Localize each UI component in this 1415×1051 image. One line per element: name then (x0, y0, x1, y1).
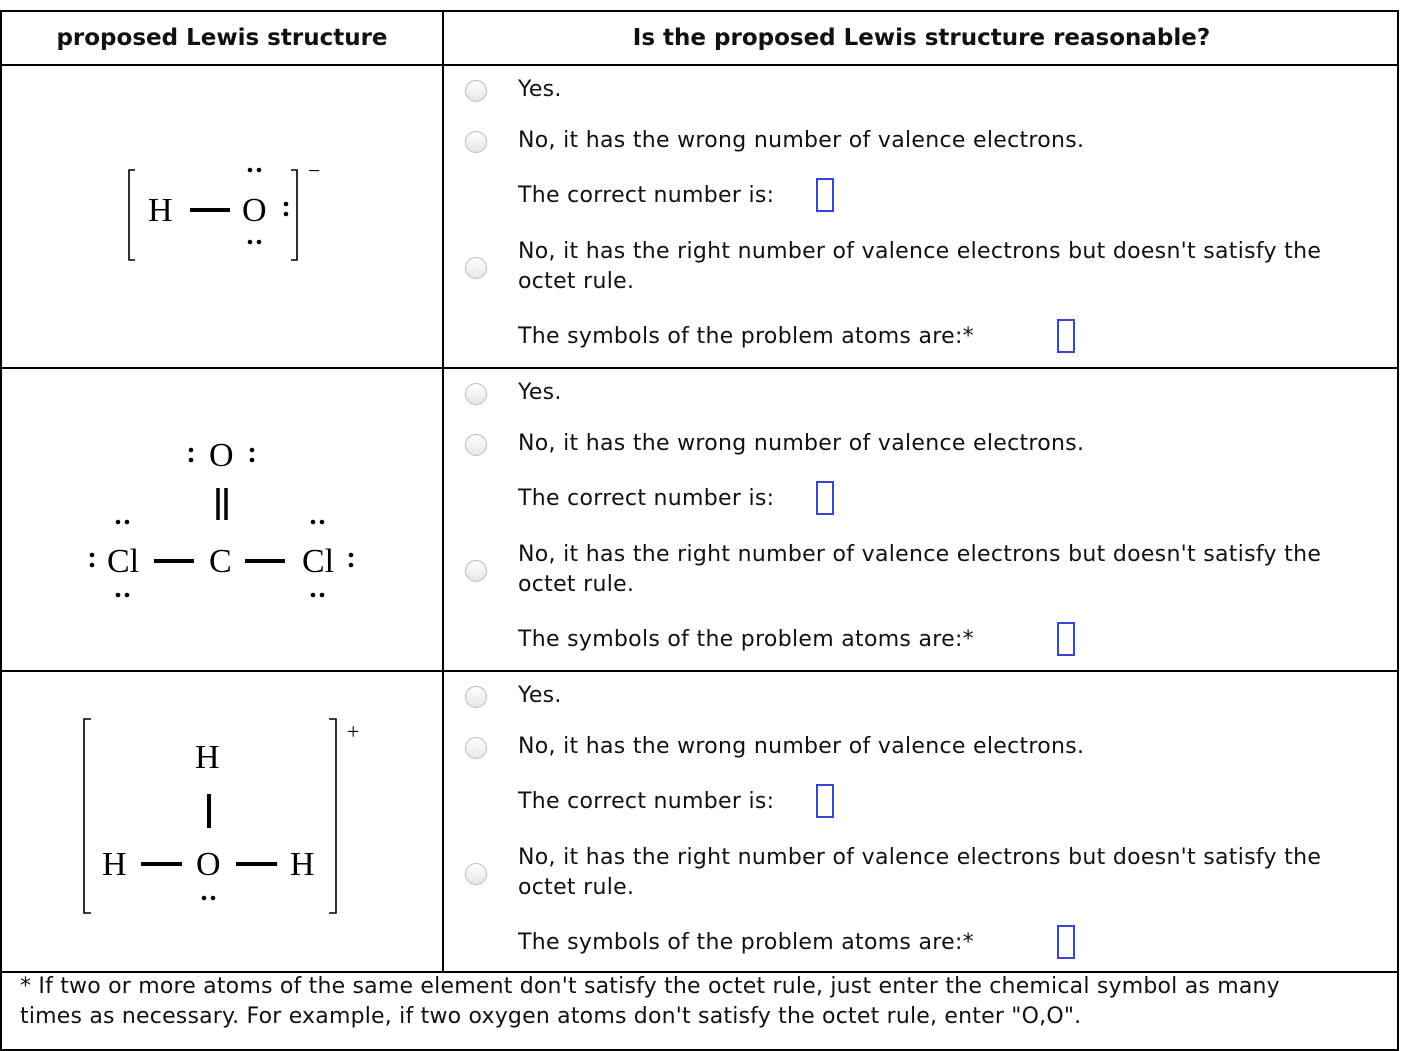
radio-wrong-count-3[interactable] (465, 737, 487, 759)
problem-atoms-label-2: The symbols of the problem atoms are:* (518, 627, 974, 652)
lewis-structure-phosgene (2, 367, 442, 670)
radio-wrong-count-1[interactable] (465, 131, 487, 153)
charge-label: + (347, 719, 360, 744)
footnote (20, 972, 1395, 1032)
radio-octet-3[interactable] (465, 863, 487, 885)
option-octet-label-1a: No, it has the right number of valence electrons but doesn't satisfy the (518, 239, 1322, 264)
radio-yes-1[interactable] (465, 80, 487, 102)
footnote-line-2: times as necessary. For example, if two oxygen atoms don't satisfy the octet rule, enter "O,O". (20, 1004, 1082, 1029)
problem-atoms-label-3: The symbols of the problem atoms are:* (518, 930, 974, 955)
radio-wrong-count-2[interactable] (465, 434, 487, 456)
atom-h-top: H (195, 739, 220, 776)
right-bracket (329, 719, 336, 913)
correct-number-label-2: The correct number is: (518, 486, 775, 511)
option-yes-label-1: Yes. (518, 77, 562, 102)
correct-number-label-3: The correct number is: (518, 789, 775, 814)
lewis-structure-table (0, 10, 1399, 1051)
option-octet-label-2a: No, it has the right number of valence electrons but doesn't satisfy the (518, 542, 1322, 567)
structure-cell-2 (2, 367, 444, 670)
answer-cell-3 (444, 670, 1399, 971)
atom-o-center: O (196, 846, 221, 883)
correct-number-label-1: The correct number is: (518, 183, 775, 208)
correct-number-input-1[interactable] (816, 178, 834, 212)
option-wrong-count-label-1: No, it has the wrong number of valence electrons. (518, 128, 1085, 153)
atom-c: C (209, 543, 232, 580)
radio-octet-1[interactable] (465, 257, 487, 279)
problem-atoms-input-2[interactable] (1057, 622, 1075, 656)
left-bracket (84, 719, 91, 913)
option-wrong-count-label-2: No, it has the wrong number of valence electrons. (518, 431, 1085, 456)
radio-yes-2[interactable] (465, 383, 487, 405)
answer-cell-2 (444, 367, 1399, 670)
table-row-2 (2, 367, 1399, 672)
atom-o: O (242, 192, 267, 229)
answer-cell-1 (444, 64, 1399, 367)
atom-cl-left: Cl (107, 543, 140, 580)
option-octet-label-3a: No, it has the right number of valence electrons but doesn't satisfy the (518, 845, 1322, 870)
right-bracket (291, 170, 297, 260)
lewis-structure-hydronium (2, 670, 442, 971)
option-yes-label-2: Yes. (518, 380, 562, 405)
option-octet-label-3b: octet rule. (518, 875, 635, 900)
atom-h-left: H (102, 846, 127, 883)
left-bracket (129, 170, 135, 260)
table-row-1 (2, 64, 1399, 369)
header-proposed-structure: proposed Lewis structure (2, 12, 444, 64)
atom-h-right: H (290, 846, 315, 883)
problem-atoms-input-1[interactable] (1057, 319, 1075, 353)
lewis-structure-hydroxide (2, 64, 442, 367)
table-header (2, 12, 1399, 66)
option-yes-label-3: Yes. (518, 683, 562, 708)
structure-cell-3 (2, 670, 444, 971)
atom-o-top: O (209, 437, 234, 474)
radio-yes-3[interactable] (465, 686, 487, 708)
atom-cl-right: Cl (302, 543, 335, 580)
header-reasonable-question: Is the proposed Lewis structure reasonable? (632, 25, 1211, 51)
option-octet-label-1b: octet rule. (518, 269, 635, 294)
table-row-3 (2, 670, 1399, 973)
structure-cell-1 (2, 64, 444, 367)
option-wrong-count-label-3: No, it has the wrong number of valence electrons. (518, 734, 1085, 759)
correct-number-input-2[interactable] (816, 481, 834, 515)
lone-pair-o (202, 896, 216, 901)
atom-h: H (148, 192, 173, 229)
problem-atoms-input-3[interactable] (1057, 925, 1075, 959)
radio-octet-2[interactable] (465, 560, 487, 582)
option-octet-label-2b: octet rule. (518, 572, 635, 597)
problem-atoms-label-1: The symbols of the problem atoms are:* (518, 324, 974, 349)
footnote-line-1: * If two or more atoms of the same element don't satisfy the octet rule, just enter the chemical symbol as many (20, 974, 1280, 999)
correct-number-input-3[interactable] (816, 784, 834, 818)
charge-label: − (308, 158, 321, 183)
